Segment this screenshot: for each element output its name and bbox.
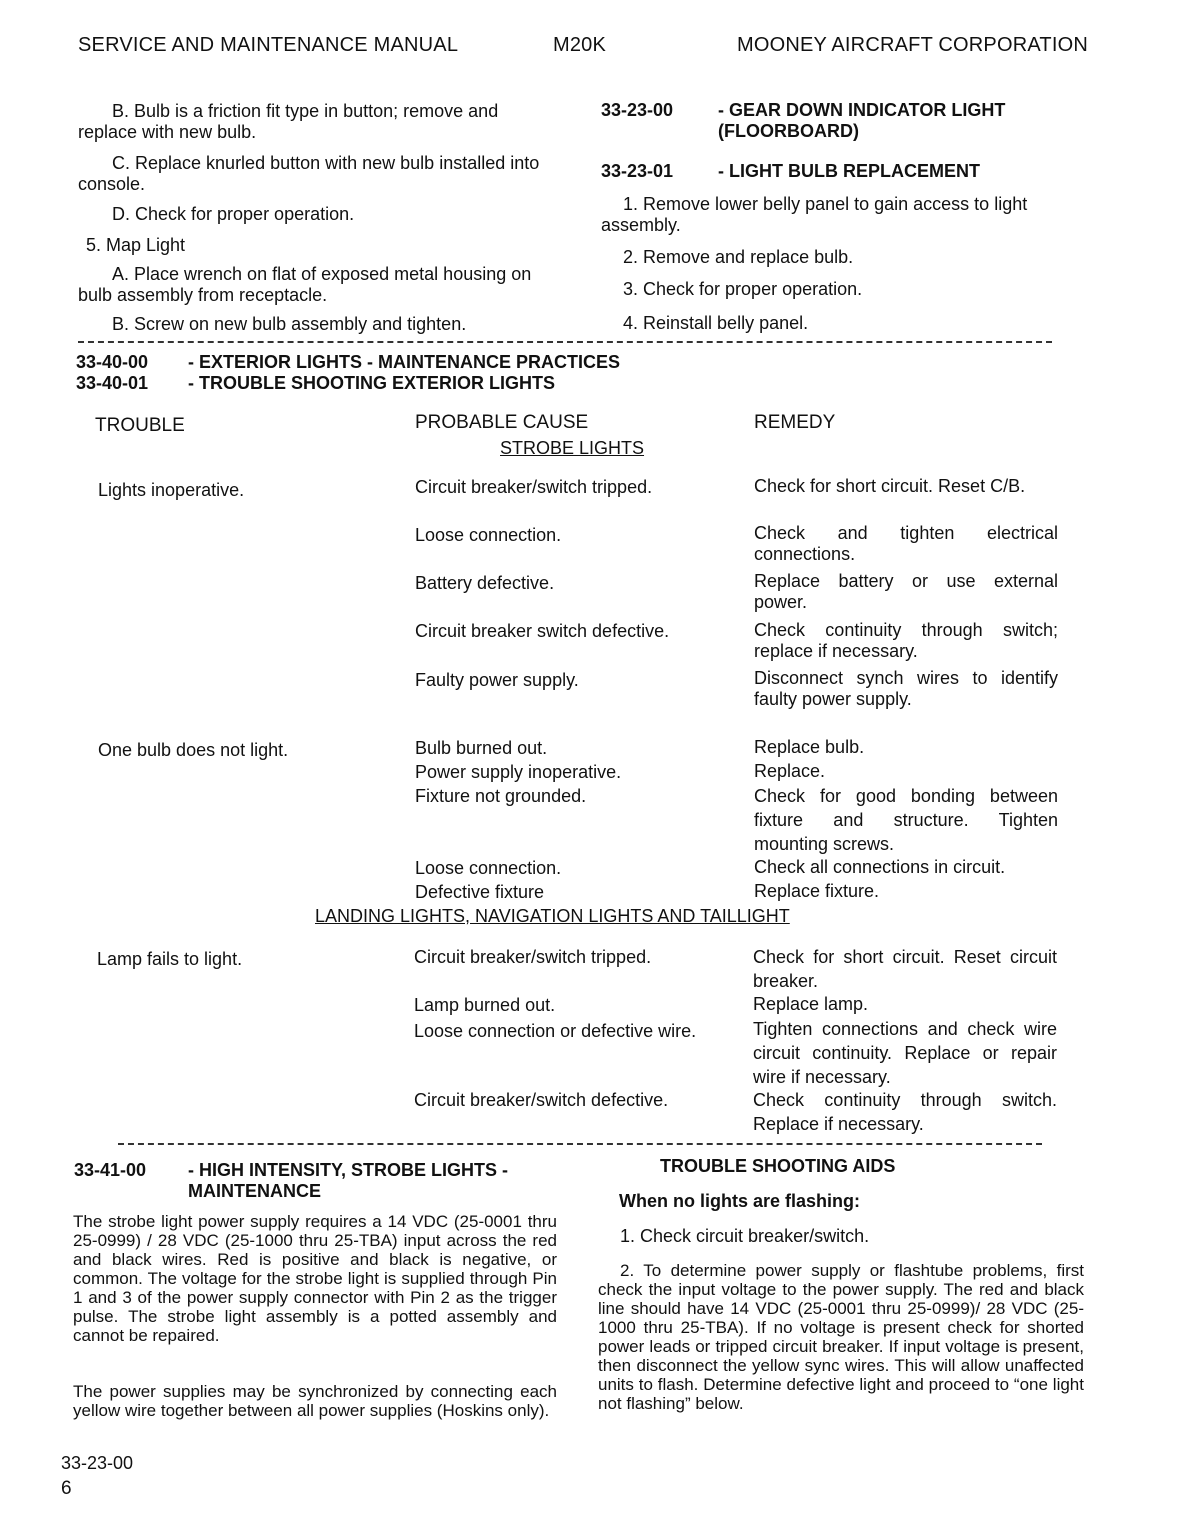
map-light-heading: 5. Map Light	[86, 235, 186, 255]
cause-cell: Battery defective.	[415, 573, 555, 593]
strobe-lights-heading: STROBE LIGHTS	[500, 438, 645, 458]
footer-page-number: 6	[61, 1478, 72, 1499]
remedy-cell: Replace battery or use external power.	[754, 571, 1058, 612]
step-d-check: D. Check for proper operation.	[112, 204, 355, 224]
remedy-cell: Check and tighten electrical connections.	[754, 523, 1058, 564]
cause-cell: Lamp burned out.	[414, 995, 556, 1015]
remedy-cell: Replace fixture.	[754, 881, 880, 901]
gear-step-4: 4. Reinstall belly panel.	[623, 313, 809, 333]
section-number-33-23-01: 33-23-01	[601, 161, 674, 181]
step-b-screw: B. Screw on new bulb assembly and tighten.	[112, 314, 467, 334]
step-b-bulb: B. Bulb is a friction fit type in button; remove and replace with new bulb.	[78, 101, 499, 142]
remedy-cell: Replace lamp.	[753, 994, 869, 1014]
no-lights-flashing-subtitle: When no lights are flashing:	[619, 1191, 861, 1211]
header-manual-title: SERVICE AND MAINTENANCE MANUAL	[78, 34, 459, 56]
strobe-power-paragraph: The strobe light power supply requires a 14 VDC (25-0001 thru 25-0999) / 28 VDC (25-1000 thru 25-TBA) input across the red and black wires. Red is positive and black is negative, or common. The voltage for the strobe light is supplied through Pin 1 and 3 of the power supply connector with Pin 2 as the trigger pulse. The strobe light assembly is a potted assembly and cannot be repaired.	[73, 1212, 557, 1345]
remedy-cell: Check continuity through switch. Replace if necessary.	[753, 1090, 1057, 1134]
remedy-cell: Check all connections in circuit.	[754, 857, 1006, 877]
section-divider	[118, 1143, 1042, 1145]
cause-cell: Loose connection.	[415, 525, 562, 545]
gear-step-3: 3. Check for proper operation.	[623, 279, 863, 299]
section-title-bulb-replacement: - LIGHT BULB REPLACEMENT	[718, 161, 980, 181]
cause-cell: Circuit breaker/switch tripped.	[414, 947, 652, 967]
section-number-33-41-00: 33-41-00	[74, 1160, 147, 1180]
cause-cell: Bulb burned out.	[415, 738, 548, 758]
cause-cell: Circuit breaker switch defective.	[415, 621, 670, 641]
synchronize-paragraph: The power supplies may be synchronized by connecting each yellow wire together between all power supplies (Hoskins only).	[73, 1382, 557, 1420]
section-title-exterior-lights: - EXTERIOR LIGHTS - MAINTENANCE PRACTICES	[188, 352, 621, 372]
step-a-place: A. Place wrench on flat of exposed metal housing on bulb assembly from receptacle.	[78, 264, 532, 305]
header-company: MOONEY AIRCRAFT CORPORATION	[737, 34, 1088, 56]
cause-cell: Loose connection.	[415, 858, 562, 878]
step-c-replace: C. Replace knurled button with new bulb installed into console.	[78, 153, 540, 194]
cause-cell: Faulty power supply.	[415, 670, 579, 690]
section-title-gear-down: - GEAR DOWN INDICATOR LIGHT (FLOORBOARD)	[718, 100, 1006, 141]
trouble-one-bulb: One bulb does not light.	[98, 740, 289, 760]
header-model: M20K	[553, 34, 607, 56]
remedy-cell: Check continuity through switch; replace if necessary.	[754, 620, 1058, 661]
section-number-33-23-00: 33-23-00	[601, 100, 674, 120]
aid-step-1: 1. Check circuit breaker/switch.	[620, 1226, 870, 1246]
cause-cell: Fixture not grounded.	[415, 786, 587, 806]
remedy-cell: Replace.	[754, 761, 826, 781]
gear-step-2: 2. Remove and replace bulb.	[623, 247, 854, 267]
cause-cell: Defective fixture	[415, 882, 545, 902]
trouble-shooting-aids-title: TROUBLE SHOOTING AIDS	[660, 1156, 896, 1176]
section-divider	[78, 341, 1052, 343]
column-header-probable-cause: PROBABLE CAUSE	[415, 412, 589, 433]
gear-step-1: 1. Remove lower belly panel to gain access to light assembly.	[601, 194, 1028, 235]
remedy-cell: Replace bulb.	[754, 737, 865, 757]
trouble-lights-inoperative: Lights inoperative.	[98, 480, 245, 500]
remedy-cell: Check for good bonding between fixture and structure. Tighten mounting screws.	[754, 786, 1058, 854]
cause-cell: Circuit breaker/switch tripped.	[415, 477, 653, 497]
cause-cell: Power supply inoperative.	[415, 762, 622, 782]
cause-cell: Circuit breaker/switch defective.	[414, 1090, 669, 1110]
remedy-cell: Check for short circuit. Reset circuit breaker.	[753, 947, 1057, 991]
landing-lights-heading: LANDING LIGHTS, NAVIGATION LIGHTS AND TAILLIGHT	[315, 906, 790, 926]
section-title-strobe-maintenance: - HIGH INTENSITY, STROBE LIGHTS - MAINTENANCE	[188, 1160, 509, 1201]
remedy-cell: Disconnect synch wires to identify faulty power supply.	[754, 668, 1058, 709]
column-header-remedy: REMEDY	[754, 412, 836, 433]
column-header-trouble: TROUBLE	[95, 415, 185, 436]
section-number-33-40-01: 33-40-01	[76, 373, 149, 393]
trouble-lamp-fails: Lamp fails to light.	[97, 949, 243, 969]
aid-step-2: 2. To determine power supply or flashtube problems, first check the input voltage to the power supply. The red and black line should have 14 VDC (25-0001 thru 25-0999)/ 28 VDC (25-1000 thru 25-TBA). If no voltage is present check for shorted power leads or tripped circuit breaker. If input voltage is present, then disconnect the yellow sync wires. This will allow unaffected units to flash. Determine defective light and proceed to “one light not flashing” below.	[598, 1261, 1084, 1413]
remedy-cell: Check for short circuit. Reset C/B.	[754, 476, 1026, 496]
remedy-cell: Tighten connections and check wire circuit continuity. Replace or repair wire if necessary.	[753, 1019, 1057, 1087]
footer-section-number: 33-23-00	[61, 1453, 134, 1473]
cause-cell: Loose connection or defective wire.	[414, 1021, 697, 1041]
section-title-trouble-shooting: - TROUBLE SHOOTING EXTERIOR LIGHTS	[188, 373, 556, 393]
section-number-33-40-00: 33-40-00	[76, 352, 149, 372]
